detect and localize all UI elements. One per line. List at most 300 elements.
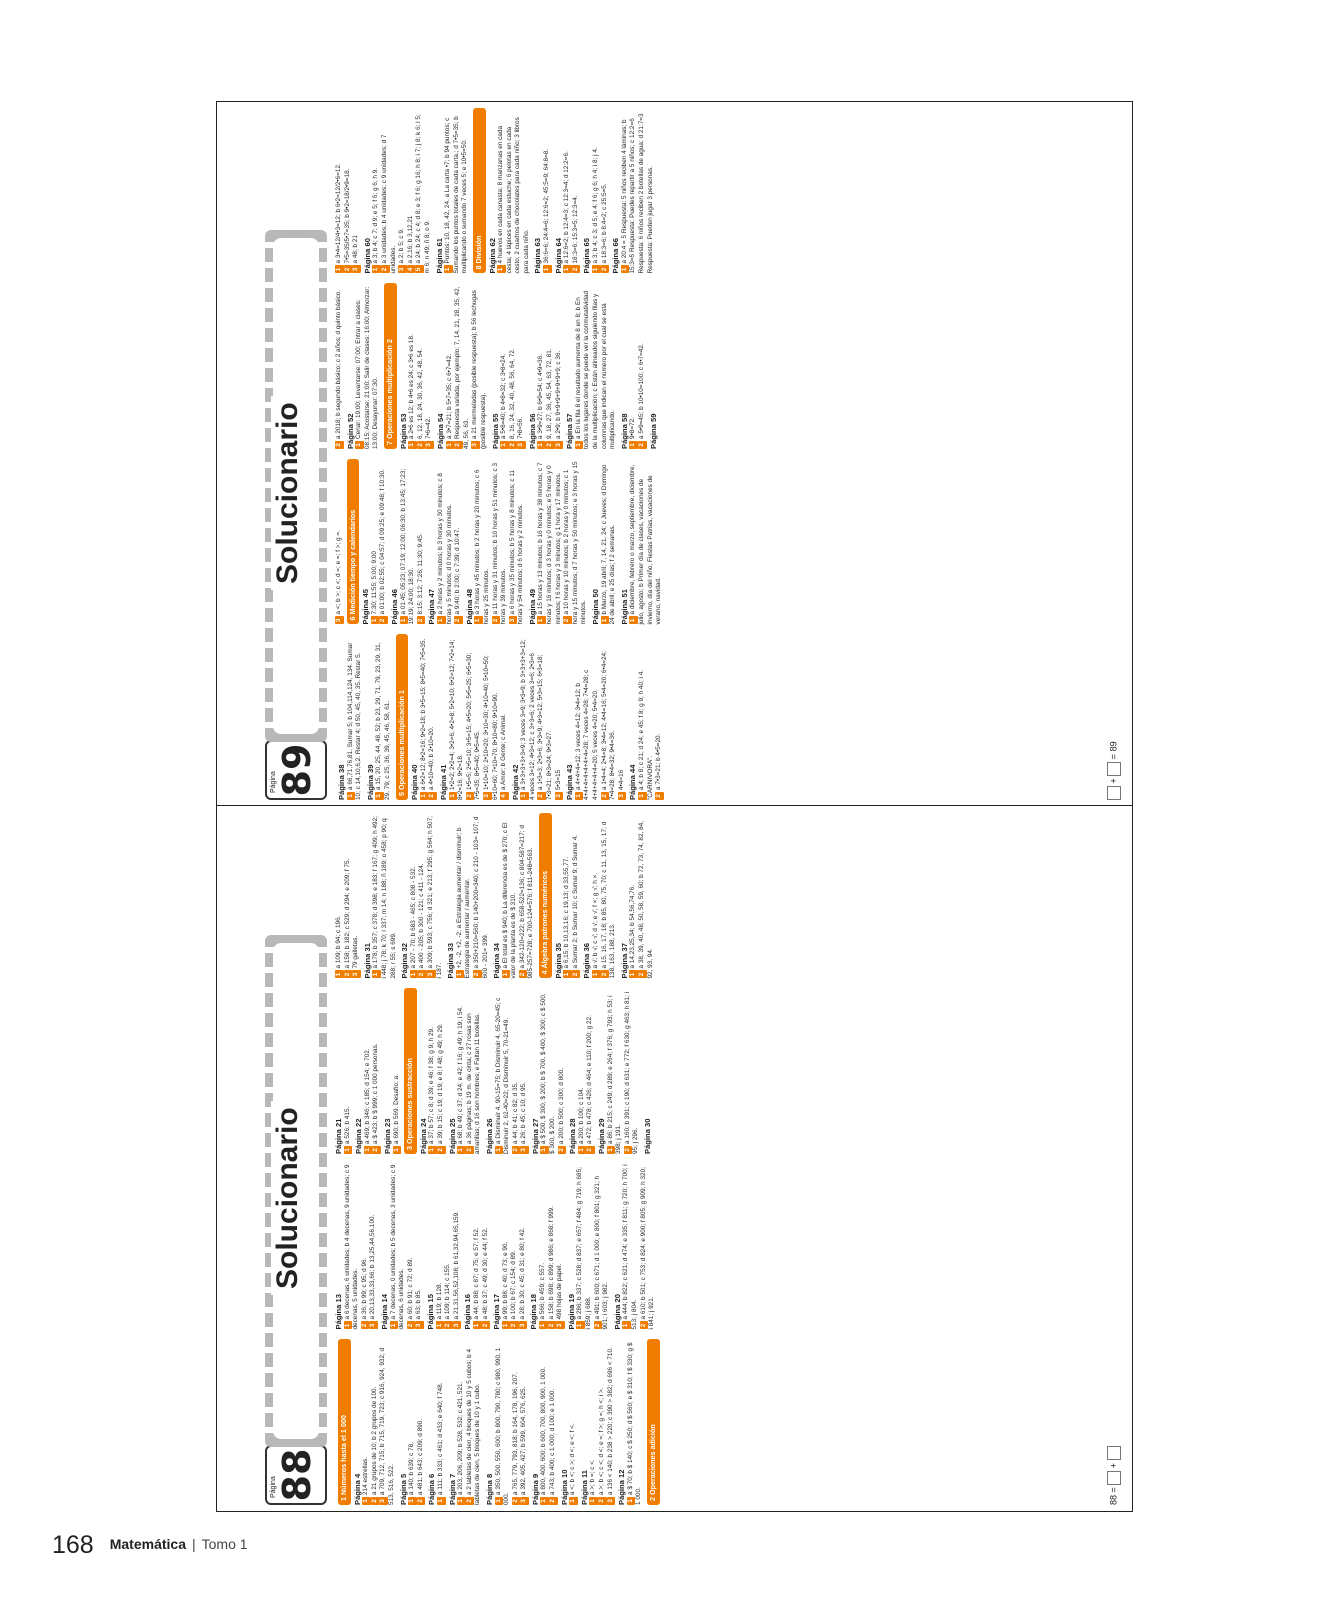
answer-line <box>375 635 392 801</box>
answer-line <box>352 108 361 274</box>
answer-columns <box>335 108 1124 800</box>
equation-result: 88 = <box>1108 1487 1119 1505</box>
answer-line <box>549 1340 558 1506</box>
exercise-number: 2 <box>454 617 463 625</box>
exercise-number: 1 <box>497 266 506 274</box>
equation-result: = 89 <box>1108 741 1119 760</box>
exercise-number: 1 <box>362 1497 371 1505</box>
page-reference-heading: Página 49 <box>527 589 537 625</box>
page-reference-heading: Página 36 <box>582 943 592 979</box>
answer-text: a 21 grupos de 10; b 2 grupos de 100. <box>370 1386 378 1495</box>
book-footer <box>52 1531 248 1560</box>
answer-text: a 10 horas y 10 minutos; b 2 horas y 0 minutos; c 1 hora y 15 minutos; d 7 horas y 50 minutos; e 3 horas y 15 minutos. <box>563 461 588 625</box>
answer-line <box>344 813 353 979</box>
answer-line <box>520 989 529 1155</box>
page-number: 88 <box>275 1448 319 1502</box>
answer-line <box>519 813 536 979</box>
page-reference-heading: Página 24 <box>418 1118 428 1154</box>
answer-line <box>446 284 455 450</box>
answer-line <box>437 1340 446 1506</box>
exercise-number: 1 <box>537 441 546 449</box>
answer-line <box>379 459 388 625</box>
answer-line <box>519 1164 528 1330</box>
answer-line <box>500 635 509 801</box>
exercise-number: 2 <box>638 441 647 449</box>
exercise-number: 1 <box>335 266 344 274</box>
answer-line <box>601 635 618 801</box>
exercise-number: 1 <box>592 971 601 979</box>
exercise-number: 2 <box>371 1497 380 1505</box>
answer-line <box>371 459 380 625</box>
exercise-number: 1 <box>457 1146 466 1154</box>
exercise-number: 1 <box>543 266 552 274</box>
answer-line <box>466 635 483 801</box>
answer-line <box>425 284 434 450</box>
answer-text: a >; b <; c <; d <; e =; f >; g =; h <; i >. <box>598 1387 606 1495</box>
exercise-number: 1 <box>622 1322 631 1330</box>
answer-line <box>629 459 663 625</box>
exercise-number: 3 <box>555 441 564 449</box>
exercise-number: 2 <box>444 1322 453 1330</box>
page-header <box>265 935 327 1505</box>
answer-text: a 158; b 182; c 529; d 294; e 209; f 75. <box>343 858 351 969</box>
exercise-number: 3 <box>520 1497 529 1505</box>
page-reference-heading: Página 61 <box>434 238 444 274</box>
answer-line <box>408 284 417 450</box>
answer-line <box>398 108 407 274</box>
answer-text: a 66,71,76,81. Sumar 5; b 104,114,124, 134. Sumar 10; c 14,10,6,2. Restar 4; d 50, 45, 40, 35. Restar 5. <box>346 642 363 800</box>
exercise-number: 1 <box>372 971 381 979</box>
answer-line <box>372 989 381 1155</box>
exercise-number: 2 <box>372 1146 381 1154</box>
page-reference-heading: Página 9 <box>530 1473 540 1505</box>
section-heading: 8 División <box>473 108 486 274</box>
section-heading: 6 Medición tiempo y calendarios <box>347 459 360 625</box>
answer-line <box>621 108 655 274</box>
answer-line <box>344 1164 361 1330</box>
answer-line <box>589 1340 598 1506</box>
page-footer-equation <box>1107 1446 1121 1505</box>
answer-text: a 15, 16, 17, 18; b 85, 80, 75, 70; c 11, 13, 15, 17; d 138, 163, 188, 213. <box>600 821 617 979</box>
exercise-number: 1 <box>563 971 572 979</box>
answer-line <box>555 284 564 450</box>
answer-text: a 400 - 205; b 300 - 121; c 411 - 124. <box>418 863 426 969</box>
answer-text: a 3; b 4; c 3; d 5; e 4; f 6; g 6; h 4; i 8; j 4. <box>592 147 600 264</box>
exercise-number: 3 <box>398 266 407 274</box>
answer-text: a 491; b 600; c 671; d 1 000; e 800; f 801; g 321; h 901; i 603; j 982. <box>593 1175 610 1330</box>
answer-text: a 690; b 569. Desafío: a. <box>392 1074 400 1144</box>
exercise-number: 4 <box>407 266 416 274</box>
exercise-number: 1 <box>569 1497 578 1505</box>
answer-line <box>410 813 419 979</box>
exercise-number: 1 <box>457 1497 466 1505</box>
page-reference-heading: Página 42 <box>510 764 520 800</box>
page-reference-heading: Página 22 <box>354 1118 364 1154</box>
answer-text: a 63; b 85. <box>415 1289 423 1320</box>
answer-line <box>575 635 601 801</box>
exercise-number: 1 <box>410 971 419 979</box>
answer-text: a 2•6 es 12; b 4•6 es 24; c 3•6 es 18. <box>408 334 416 439</box>
page-reference-heading: Página 50 <box>591 589 601 625</box>
answer-line <box>352 813 361 979</box>
exercise-number: 3 <box>517 441 526 449</box>
answer-text: a 1•4=4; 2•4=8; 3•4=12; 4•4=16; 5•4=20; 6•4=24; 7•4=28; 8•4=32; 9•4=36. <box>600 651 617 800</box>
answer-text: a 26; b 45; c 10; d 95. <box>520 1082 528 1144</box>
page-reference-heading: Página 38 <box>337 764 346 800</box>
exercise-number: 3 <box>483 792 492 800</box>
answer-line <box>622 1164 639 1330</box>
exercise-number: 1 <box>428 1146 437 1154</box>
exercise-number: 3 <box>520 1146 529 1154</box>
answer-text: a En la fila 8 el resultado aumenta de 8 en 8; b En todos los lugares donde se puede ver la conmutatividad de la multiplicación; c Están alineados siguiendo filas y columnas que indican el número por el cual se está multiplicando. <box>574 290 617 449</box>
answer-text: a 39; b 15; c 19; d 19; e 8; f 48; g 49; h 29. <box>436 1023 444 1144</box>
exercise-number: 1 <box>400 617 409 625</box>
exercise-number: 2 <box>344 266 353 274</box>
answer-line <box>556 1164 565 1330</box>
answer-line <box>427 813 444 979</box>
answer-text: 8:15; 3:12; 7:26; 11:30; 9:45. <box>416 533 424 615</box>
exercise-number: 2 <box>379 617 388 625</box>
answer-text: a 158; b 698; c 899; d 986; e 868; f 999. <box>547 1206 555 1320</box>
answer-text: a 3 horas y 45 minutos; b 2 horas y 20 minutos; c 6 horas y 25 minutos. <box>474 469 490 625</box>
exercise-number: 2 <box>417 441 426 449</box>
answer-text: a 350+210=560; b 140+200=340; c 210 - 103= 107; d 600 - 201= 399. <box>472 816 489 979</box>
page-reference-heading: Página 5 <box>398 1473 408 1505</box>
exercise-number: 2 <box>381 266 390 274</box>
page-reference-heading: Página 35 <box>553 943 563 979</box>
answer-line <box>344 989 353 1155</box>
exercise-number: 1 <box>393 1146 402 1154</box>
page-reference-heading: Página 21 <box>334 1118 343 1154</box>
answer-line <box>420 635 429 801</box>
page-reference-heading: Página 43 <box>565 764 575 800</box>
exercise-number: 1 <box>375 792 384 800</box>
answer-line <box>540 1340 549 1506</box>
answer-text: a 743; b 400; c 1 000; d 100; e 1 000. <box>549 1388 557 1495</box>
page-reference-heading: Página 44 <box>628 764 638 800</box>
exercise-number: 1 <box>495 1497 504 1505</box>
exercise-number: 2 <box>572 971 581 979</box>
page-reference-heading: Página 62 <box>487 238 497 274</box>
exercise-number: 1 <box>444 266 453 274</box>
answer-line <box>466 989 483 1155</box>
answer-line <box>546 284 555 450</box>
page-88-content <box>217 807 1134 1511</box>
page-title: Solucionario <box>271 1101 305 1295</box>
exercise-number: 1 <box>473 1322 482 1330</box>
answer-line <box>444 108 470 274</box>
answer-line <box>638 635 655 801</box>
answer-line <box>576 1164 593 1330</box>
answer-text: a 178; b 357; c 378; d 398; e 183; f 167; g 409; h 492; i 448; j 78; k 70; l 337; m 14; n 188; ñ 189; o 458; p 90; q 288; r 55; s 699. <box>372 816 397 979</box>
answer-text: a 765, 779, 793, 818; b 164, 178, 196, 207. <box>511 1372 519 1495</box>
answer-line <box>473 1164 482 1330</box>
answer-text: a 286; b 337; c 528; d 837; e 657; f 484; g 719; h 685; i 859; j 688. <box>576 1167 593 1330</box>
answer-line <box>598 1340 607 1506</box>
answer-line <box>454 284 471 450</box>
exercise-number: 1 <box>629 971 638 979</box>
answer-text: a $ 500, $ 300, $ 200; b $ 700, $ 400, $ 300; c $ 500, $ 300, $ 200. <box>540 993 557 1154</box>
answer-text: a 60; b 91; c 72; d 89. <box>406 1257 414 1320</box>
page-reference-heading: Página 30 <box>643 1118 652 1154</box>
answer-text: a 3; b 4; c 7; d 9; e 5; f 6; g 6; h 9. <box>372 167 380 264</box>
answer-line <box>362 1340 371 1506</box>
page-reference-heading: Página 16 <box>463 1294 473 1330</box>
answer-text: a 203, 206, 209; b 528, 532; c 421, 521. <box>457 1381 465 1495</box>
exercise-number: 1 <box>335 971 344 979</box>
page-reference-heading: Página 60 <box>362 238 372 274</box>
exercise-number: 1 <box>502 1322 511 1330</box>
answer-line <box>520 635 537 801</box>
answer-text: a 01:00; b 02:55; c 04:57; d 09:25; e 09:48; f 10:30. <box>379 469 387 615</box>
exercise-number: 1 <box>408 1497 417 1505</box>
answer-line <box>624 989 641 1155</box>
page-reference-heading: Página 19 <box>566 1294 576 1330</box>
exercise-number: 3 <box>352 971 361 979</box>
answer-text: a 6•2=12; 8•2=16; 9•2=18; b 3•5=15; 8•5=40; 7•5=35. <box>419 638 427 790</box>
exercise-number: 1 <box>456 971 465 979</box>
answer-line <box>436 1164 445 1330</box>
exercise-number: 2 <box>586 1146 595 1154</box>
exercise-number: 1 <box>629 617 638 625</box>
answer-text: a 3 unidades; b 4 unidades; c 9 unidades; d 7 unidades. <box>380 134 397 274</box>
answer-line <box>517 284 526 450</box>
volume-label: Tomo 1 <box>201 1536 248 1552</box>
exercise-number: 2 <box>549 1497 558 1505</box>
answer-line <box>415 1164 424 1330</box>
answer-line <box>539 1164 548 1330</box>
page-reference-heading: Página 32 <box>400 943 410 979</box>
exercise-number: 3 <box>425 441 434 449</box>
answer-line <box>548 1164 557 1330</box>
exercise-number: 1 <box>638 792 647 800</box>
exercise-number: 1 <box>601 617 610 625</box>
answer-line <box>390 1164 407 1330</box>
page-reference-heading: Página 51 <box>619 589 629 625</box>
answer-text: 7•8=56. <box>517 417 525 439</box>
exercise-number: 2 <box>466 792 475 800</box>
exercise-number: 1 <box>437 1497 446 1505</box>
page-reference-heading: Página 47 <box>427 589 437 625</box>
answer-text: a 9:40; b 2:00; c 7:39; d 10:47. <box>454 527 462 615</box>
answer-line <box>335 284 344 450</box>
answer-text: a 48; b 21 <box>352 235 360 264</box>
answer-text: a 111; b 333; c 461; d 433; e 640; f 748. <box>436 1382 444 1495</box>
answer-text: a 37; b 57; c 8; d 39; e 46; f 38; g 9; h 29. <box>428 1027 436 1144</box>
exercise-number: 1 <box>520 792 529 800</box>
page-reference-heading: Página 25 <box>447 1118 457 1154</box>
exercise-number: 1 <box>540 1146 549 1154</box>
exercise-number: 1 <box>437 617 446 625</box>
answer-text: a 5•8=40; b 4•8=32; c 3•8=24. <box>500 353 508 439</box>
answer-text: 498 hojas de papel. <box>556 1263 564 1320</box>
section-heading: 3 Operaciones sustracción <box>404 989 417 1155</box>
answer-text: a 109; b 94; c 196. <box>335 915 342 969</box>
page-reference-heading: Página 20 <box>612 1294 622 1330</box>
exercise-number: 2 <box>537 792 546 800</box>
exercise-number: 3 <box>369 1322 378 1330</box>
answer-line <box>347 635 364 801</box>
exercise-number: 2 <box>361 1322 370 1330</box>
answer-text: a Disminuir 4, 90-15=75; b Disminuir 4, 65-20=45; c Disminuir 2, 62-40=22; d Disminuir 5, 70-21=49. <box>494 997 511 1154</box>
page-header <box>265 230 327 800</box>
answer-line <box>495 989 512 1155</box>
book-page-number: 168 <box>52 1531 94 1559</box>
answer-line <box>537 284 546 450</box>
exercise-number: 1 <box>364 1146 373 1154</box>
answer-text: a 48; b 37; c 49; d 30; e 44; f 52. <box>481 1227 489 1320</box>
blank-box <box>1107 786 1121 800</box>
answer-text: a Sumar 2; b Sumar 10; c Sumar 9; d Sumar 4. <box>571 834 579 969</box>
answer-line <box>379 1340 396 1506</box>
answer-text: a 20:4 = 5 Respuesta: 5 niños reciben 4 láminas; b 15:3=5 Respuesta: Puedes repartir a 5 niños; c 12:2=6 Respuesta: 6 niños reciben 2 botellas de agua; d 21:7=3 Respuesta: Pueden jugar 3 personas. <box>620 113 654 274</box>
exercise-number: 1 <box>344 1146 353 1154</box>
answer-line <box>563 813 572 979</box>
exercise-number: 4 <box>500 792 509 800</box>
answer-line <box>457 989 466 1155</box>
answer-line <box>454 459 463 625</box>
answer-text: a 44; b 88; c 87; d 75; e 57; f 52. <box>472 1227 480 1320</box>
answer-text: a 1•3=3; 2•3=6; 3•3=9; 4•3=12; 5•3=15; 6•3=18; 7•3=21; 8•3=24; 9•3=27. <box>537 654 554 800</box>
exercise-number: 2 <box>598 1497 607 1505</box>
exercise-number: 1 <box>371 617 380 625</box>
answer-text: a 4; b 8; c 21; d 24; e 45; f 8; g 9; h 40; i 4. "CARNIVORA". <box>638 669 654 800</box>
exercise-number: 2 <box>572 266 581 274</box>
exercise-number: 2 <box>418 971 427 979</box>
page-reference-heading: Página 57 <box>565 413 575 449</box>
exercise-number: 3 <box>415 1322 424 1330</box>
answer-text: a 12:6=2; b 12:4=3; c 12:3=4; d 12:2=6. <box>563 151 571 264</box>
answer-line <box>335 108 344 274</box>
answer-line <box>502 1164 511 1330</box>
exercise-number: 1 <box>344 1322 353 1330</box>
blank-box <box>1107 1471 1121 1485</box>
answer-line <box>437 459 454 625</box>
answer-line <box>428 635 437 801</box>
answer-text: a 2•9; b 9+9+9+9+9+9+9; c 36. <box>554 350 562 439</box>
page-reference-heading: Página 53 <box>398 413 408 449</box>
answer-text: a 2 tabletas de cien, 4 bloques de 10 y 5 cubos; b 4 tabletas de cien, 5 bloques de 10 y 1 cubo. <box>465 1348 482 1505</box>
answer-line <box>393 989 402 1155</box>
page-reference-heading: Página 39 <box>365 764 375 800</box>
answer-line <box>471 284 488 450</box>
answer-text: a 36; b 99; c 95; d 96. <box>360 1257 368 1320</box>
answer-line <box>655 635 664 801</box>
answer-text: a 2,16; b 3,12,21 <box>406 215 414 264</box>
answer-line <box>627 1340 644 1506</box>
exercise-number: 2 <box>344 971 353 979</box>
page-reference-heading: Página 65 <box>582 238 592 274</box>
exercise-number: 2 <box>510 1322 519 1330</box>
answer-line <box>415 108 432 274</box>
answer-text: a 100; b 67; c 154; d 89. <box>510 1250 518 1320</box>
answer-line <box>407 108 416 274</box>
plus-sign: + <box>1108 1462 1119 1469</box>
answer-line <box>629 813 638 979</box>
answer-line <box>417 1340 426 1506</box>
answer-line <box>509 459 526 625</box>
answer-line <box>400 459 417 625</box>
footer-separator: | <box>191 1536 196 1552</box>
answer-line <box>594 1164 611 1330</box>
answer-line <box>512 1340 521 1506</box>
answer-text: a 444; b 822; c 621; d 474; e 335; f 811; g 720; h 700; i 513; j 804. <box>622 1164 638 1330</box>
page-reference-heading: Página 23 <box>382 1118 392 1154</box>
answer-text: 4•4=16 <box>617 769 625 790</box>
page-reference-heading: Página 14 <box>379 1294 389 1330</box>
answer-text: a >; b =; c <. <box>589 1459 597 1495</box>
answer-text: 9•8=72. <box>629 417 637 439</box>
answer-text: a 3•7=21; b 5•7=35; c 6•7=42. <box>445 353 453 439</box>
answer-text: 7:30; 11:55; 5:00; 9:00 <box>370 551 378 615</box>
page-reference-heading: Página 58 <box>619 413 629 449</box>
answer-text: a 6,15; b 10,13,16; c 19,13; d 33,55,77. <box>563 856 571 969</box>
answer-text: a El total es $ 940; b La diferencia es de $ 270; c El valor de la planta es de $ 310. <box>501 822 518 979</box>
answer-line <box>417 459 426 625</box>
answer-text: a diciembre, febrero o marzo, septiembre, diciembre, julio, agosto; b Primer día de clases, vacaciones de invierno, día del niño, Fiestas Patrias, vacaciones de verano, navidad. <box>629 464 663 625</box>
answer-line <box>444 1164 453 1330</box>
answer-line <box>344 108 353 274</box>
answer-text: a 610; b 501; c 753; d 824; e 900; f 805; g 909; h 320; i 841; j 921. <box>639 1167 656 1330</box>
answer-line <box>428 989 437 1155</box>
exercise-number: 1 <box>540 1497 549 1505</box>
page-reference-heading: Página 63 <box>533 238 543 274</box>
answer-text: a 119; b 128. <box>435 1282 443 1320</box>
exercise-number: 3 <box>335 617 344 625</box>
answer-line <box>457 1340 466 1506</box>
page-reference-heading: Página 26 <box>484 1118 494 1154</box>
answer-text: a 5•9=45; b 10•10=100; c 6•7=42. <box>638 343 645 439</box>
page-reference-heading: Página 31 <box>362 943 372 979</box>
answer-line <box>592 813 601 979</box>
exercise-number: 1 <box>539 1322 548 1330</box>
answer-line <box>607 1340 616 1506</box>
answer-line <box>335 813 344 979</box>
page-reference-heading: Página 46 <box>389 589 399 625</box>
answer-line <box>466 1340 483 1506</box>
page-reference-heading: Página 48 <box>464 589 474 625</box>
booklet-sheet <box>216 101 1133 1512</box>
exercise-number: 2 <box>548 1322 557 1330</box>
plus-sign: + <box>1108 778 1119 784</box>
answer-line <box>638 284 647 450</box>
answer-text: a 44; b 41; c 82; d 35. <box>511 1082 519 1144</box>
answer-text: Respuesta variada, por ejemplo: 7, 14, 21, 28, 35, 42, 49, 56, 63. <box>454 286 470 449</box>
answer-line <box>492 459 509 625</box>
answer-line <box>601 459 618 625</box>
answer-line <box>473 813 490 979</box>
answer-text: a 709, 712, 715; b 715, 719, 723; c 916, 924, 932; d 513, 516, 522. <box>379 1347 395 1505</box>
page-88 <box>217 807 1134 1511</box>
answer-line <box>592 108 601 274</box>
answer-text: a 2; b 5; c 9. <box>398 228 406 264</box>
answer-text: a 207 - 70; b 683 - 465; c 808 - 532. <box>409 866 417 969</box>
answer-line <box>537 635 554 801</box>
answer-line <box>372 108 381 274</box>
answer-line <box>578 989 587 1155</box>
exercise-number: 2 <box>640 1322 649 1330</box>
exercise-number: 2 <box>437 1146 446 1154</box>
exercise-number: 1 <box>576 1322 585 1330</box>
page-reference-heading: Página 29 <box>597 1118 607 1154</box>
section-heading: 4 Álgebra patrones numéricos <box>539 813 552 979</box>
exercise-number: 3 <box>607 1497 616 1505</box>
exercise-number: 1 <box>408 441 417 449</box>
answer-text: a 469; b 346; c 185; d 154; e 702. <box>363 1048 371 1144</box>
page-89-content <box>217 102 1134 806</box>
answer-text: a 140; b 639; c 78. <box>408 1442 416 1495</box>
answer-line <box>537 459 563 625</box>
